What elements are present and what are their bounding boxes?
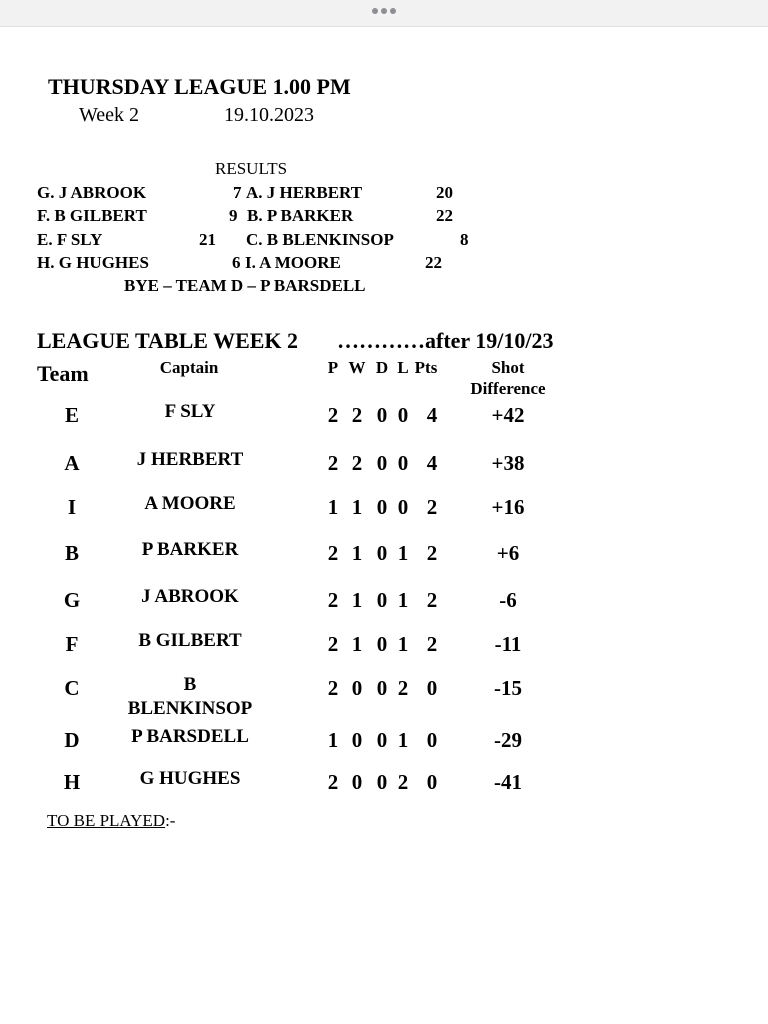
cell-w: 1 — [351, 588, 363, 612]
cell-p: 1 — [327, 728, 339, 752]
to-be-played-note — [47, 811, 175, 831]
cell-d: 0 — [376, 403, 388, 427]
cell-w: 1 — [351, 495, 363, 519]
header-team: Team — [37, 361, 89, 386]
header-drawn: D — [375, 358, 389, 377]
result-score2: 20 — [436, 183, 453, 202]
bye-note: BYE – TEAM D – P BARSDELL — [124, 276, 366, 295]
cell-l: 2 — [397, 676, 409, 700]
more-options-icon[interactable] — [372, 7, 396, 15]
cell-captain: G HUGHES — [139, 768, 241, 789]
cell-pts: 0 — [426, 770, 438, 794]
result-score1: 7 — [233, 183, 242, 202]
cell-l: 1 — [397, 541, 409, 565]
cell-team: F — [65, 632, 79, 656]
cell-pts: 0 — [426, 676, 438, 700]
result-team2: A. J HERBERT — [246, 183, 363, 202]
header-won: W — [348, 358, 366, 377]
results-heading: RESULTS — [215, 159, 288, 178]
to-be-played-label: TO BE PLAYED — [47, 811, 166, 830]
header-difference: Difference — [470, 379, 546, 398]
cell-w: 0 — [351, 728, 363, 752]
cell-p: 2 — [327, 451, 339, 475]
cell-team: C — [64, 676, 80, 700]
cell-captain-line2: BLENKINSOP — [127, 698, 253, 719]
cell-team: G — [63, 588, 81, 612]
date-label: 19.10.2023 — [224, 104, 314, 126]
cell-w: 2 — [351, 451, 363, 475]
cell-l: 1 — [397, 588, 409, 612]
week-label: Week 2 — [79, 104, 140, 126]
cell-l: 0 — [397, 495, 409, 519]
cell-pts: 2 — [426, 632, 438, 656]
cell-captain: B — [183, 674, 197, 695]
result-score1: 9 — [229, 206, 238, 225]
cell-diff: +16 — [491, 495, 525, 519]
cell-pts: 2 — [426, 495, 438, 519]
result-team2: B. P BARKER — [247, 206, 354, 225]
result-score1: 21 — [199, 230, 216, 249]
result-team1: G. J ABROOK — [37, 183, 147, 202]
cell-diff: -29 — [494, 728, 522, 752]
to-be-played-suffix: :- — [165, 811, 176, 830]
cell-l: 0 — [397, 451, 409, 475]
cell-p: 2 — [327, 588, 339, 612]
cell-team: A — [64, 451, 80, 475]
cell-diff: -41 — [494, 770, 522, 794]
cell-pts: 4 — [426, 451, 438, 475]
cell-d: 0 — [376, 676, 388, 700]
cell-captain: J HERBERT — [136, 449, 244, 470]
cell-pts: 4 — [426, 403, 438, 427]
cell-d: 0 — [376, 770, 388, 794]
cell-w: 0 — [351, 676, 363, 700]
result-score2: 22 — [436, 206, 453, 225]
cell-team: E — [64, 403, 80, 427]
result-team1: H. G HUGHES — [37, 253, 149, 272]
cell-diff: -15 — [494, 676, 522, 700]
cell-diff: +6 — [496, 541, 520, 565]
cell-pts: 0 — [426, 728, 438, 752]
cell-l: 1 — [397, 728, 409, 752]
header-captain: Captain — [159, 358, 219, 377]
cell-w: 2 — [351, 403, 363, 427]
cell-d: 0 — [376, 451, 388, 475]
header-lost: L — [397, 358, 409, 377]
result-score2: 8 — [460, 230, 469, 249]
cell-diff: +38 — [491, 451, 525, 475]
result-score2: 22 — [425, 253, 442, 272]
cell-team: H — [63, 770, 81, 794]
cell-team: D — [64, 728, 80, 752]
top-bar — [0, 0, 768, 27]
result-team1: E. F SLY — [37, 230, 103, 249]
cell-p: 2 — [327, 676, 339, 700]
cell-d: 0 — [376, 495, 388, 519]
cell-w: 0 — [351, 770, 363, 794]
cell-d: 0 — [376, 728, 388, 752]
cell-p: 2 — [327, 403, 339, 427]
cell-p: 1 — [327, 495, 339, 519]
result-score1: 6 — [232, 253, 241, 272]
league-table-title: LEAGUE TABLE WEEK 2 — [37, 328, 299, 353]
result-team1: F. B GILBERT — [37, 206, 147, 225]
result-team2: I. A MOORE — [245, 253, 341, 272]
cell-captain: F SLY — [164, 401, 216, 422]
cell-p: 2 — [327, 770, 339, 794]
cell-team: I — [67, 495, 77, 519]
document-title: THURSDAY LEAGUE 1.00 PM — [48, 74, 351, 99]
cell-l: 1 — [397, 632, 409, 656]
league-table-after: …………after 19/10/23 — [337, 328, 554, 353]
cell-l: 2 — [397, 770, 409, 794]
cell-pts: 2 — [426, 588, 438, 612]
cell-d: 0 — [376, 541, 388, 565]
cell-p: 2 — [327, 541, 339, 565]
cell-pts: 2 — [426, 541, 438, 565]
cell-captain: J ABROOK — [141, 586, 239, 607]
result-team2: C. B BLENKINSOP — [246, 230, 394, 249]
cell-p: 2 — [327, 632, 339, 656]
cell-d: 0 — [376, 588, 388, 612]
cell-captain: A MOORE — [144, 493, 236, 514]
header-points: Pts — [414, 358, 438, 377]
cell-team: B — [64, 541, 80, 565]
cell-captain: P BARKER — [141, 539, 239, 560]
cell-w: 1 — [351, 541, 363, 565]
cell-diff: -11 — [494, 632, 522, 656]
cell-captain: P BARSDELL — [131, 726, 249, 747]
cell-w: 1 — [351, 632, 363, 656]
cell-diff: -6 — [499, 588, 517, 612]
cell-diff: +42 — [491, 403, 525, 427]
cell-l: 0 — [397, 403, 409, 427]
cell-d: 0 — [376, 632, 388, 656]
header-shot: Shot — [491, 358, 525, 377]
cell-captain: B GILBERT — [138, 630, 242, 651]
header-played: P — [327, 358, 339, 377]
